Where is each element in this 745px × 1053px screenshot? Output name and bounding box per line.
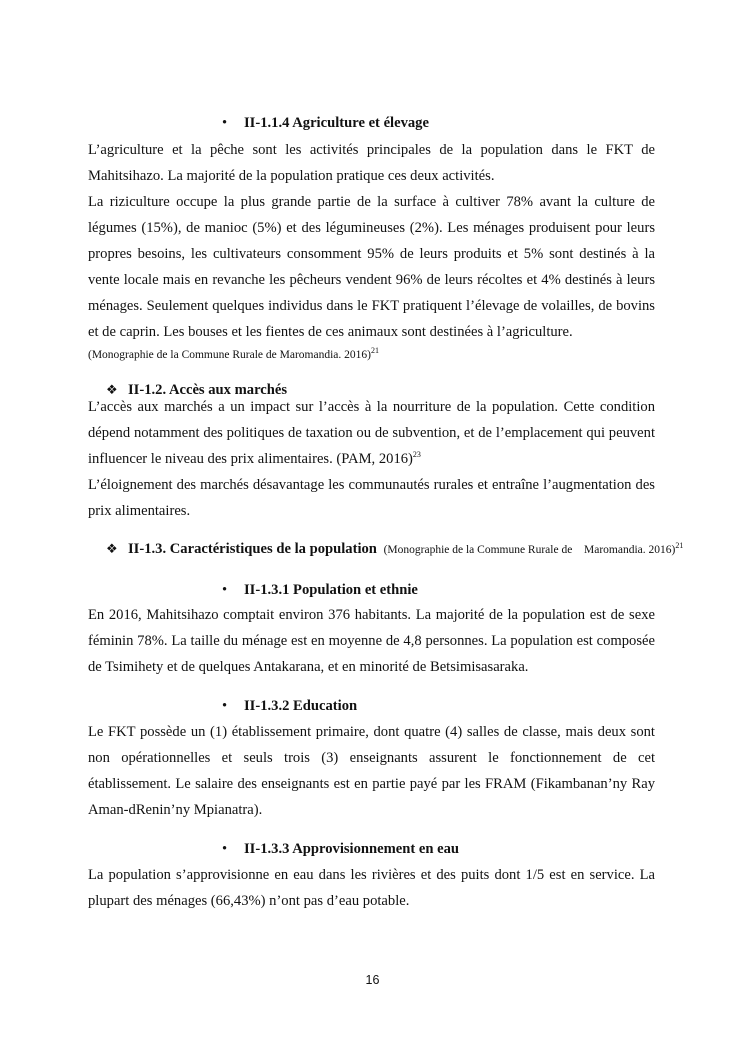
heading-text: II-1.3.2 Education	[244, 698, 358, 714]
diamond-bullet-icon: ❖	[106, 382, 118, 397]
paragraph: En 2016, Mahitsihazo comptait environ 376 habitants. La majorité de la population est de sexe féminin 78%. La taille du ménage est en moyenne de 4,8 personnes. La population est composée de Tsimihety et de quelques Antakarana, et en minorité de Betsimisasaraka.	[88, 607, 655, 675]
heading-text: II-1.3. Caractéristiques de la population	[128, 541, 377, 557]
paragraph: L’accès aux marchés a un impact sur l’accès à la nourriture de la population. Cette condition dépend notamment des politiques de taxation ou de subvention, et de l’emplacement qui peuvent influencer le niveau des prix alimentaires. (PAM, 2016)$^{23}$	[88, 399, 655, 467]
heading-population-ethnie	[222, 582, 418, 599]
footnote-ref: 21	[675, 541, 684, 551]
bullet-dot-icon: •	[222, 115, 228, 131]
section-eau-body	[88, 862, 655, 914]
section-agriculture-body	[88, 137, 655, 363]
section-population-body	[88, 602, 655, 680]
section-marches-body	[88, 394, 655, 524]
bullet-dot-icon: •	[222, 698, 228, 714]
heading-text: II-1.3.3 Approvisionnement en eau	[244, 841, 460, 857]
citation: (Monographie de la Commune Rurale de	[383, 544, 573, 556]
paragraph: La riziculture occupe la plus grande partie de la surface à cultiver 78% avant la culture de légumes (15%), de manioc (5%) et des légumineuses (2%). Les ménages produisent pour leurs propres besoins, les cultivateurs consomment 95% de leurs produits et 5% sont destinés à la vente locale mais en revanche les pêcheurs vendent 96% de leurs récoltes et 4% destinés à leurs ménages. Seulement quelques individus dans le FKT pratiquent l’élevage de volailles, de bovins et de caprin. Les bouses et les fientes de ces animaux sont destinées à l’agriculture.	[88, 194, 655, 340]
citation: (Monographie de la Commune Rurale de Maromandia. 2016)$^{21}$	[88, 346, 379, 361]
paragraph: Le FKT possède un (1) établissement primaire, dont quatre (4) salles de classe, mais deux sont non opérationnelles et seuls trois (3) enseignants assurent le fonctionnement de cet établissement. Le salaire des enseignants est en partie payé par les FRAM (Fikambanan’ny Ray Aman-dRenin’ny Mpianatra).	[88, 724, 655, 818]
heading-caracteristiques-population	[106, 541, 683, 558]
heading-approvisionnement-eau	[222, 841, 459, 858]
section-education-body	[88, 719, 655, 823]
paragraph: L’agriculture et la pêche sont les activités principales de la population dans le FKT de Mahitsihazo. La majorité de la population pratique ces deux activités.	[88, 142, 655, 184]
bullet-dot-icon: •	[222, 582, 228, 598]
footnote-ref: 23	[412, 450, 421, 460]
footnote-ref: 21	[370, 346, 379, 356]
bullet-dot-icon: •	[222, 841, 228, 857]
heading-text: II-1.2. Accès aux marchés	[128, 382, 288, 398]
heading-text: II-1.1.4 Agriculture et élevage	[244, 115, 429, 131]
citation: Maromandia. 2016)$^{21}$	[583, 541, 684, 556]
paragraph: La population s’approvisionne en eau dans les rivières et des puits dont 1/5 est en service. La plupart des ménages (66,43%) n’ont pas d’eau potable.	[88, 867, 655, 909]
page-number: 16	[365, 973, 380, 987]
heading-agriculture-elevage	[222, 115, 429, 132]
heading-text: II-1.3.1 Population et ethnie	[244, 582, 418, 598]
heading-education	[222, 698, 357, 715]
diamond-bullet-icon: ❖	[106, 541, 118, 556]
paragraph: L’éloignement des marchés désavantage les communautés rurales et entraîne l’augmentation des prix alimentaires.	[88, 477, 655, 519]
